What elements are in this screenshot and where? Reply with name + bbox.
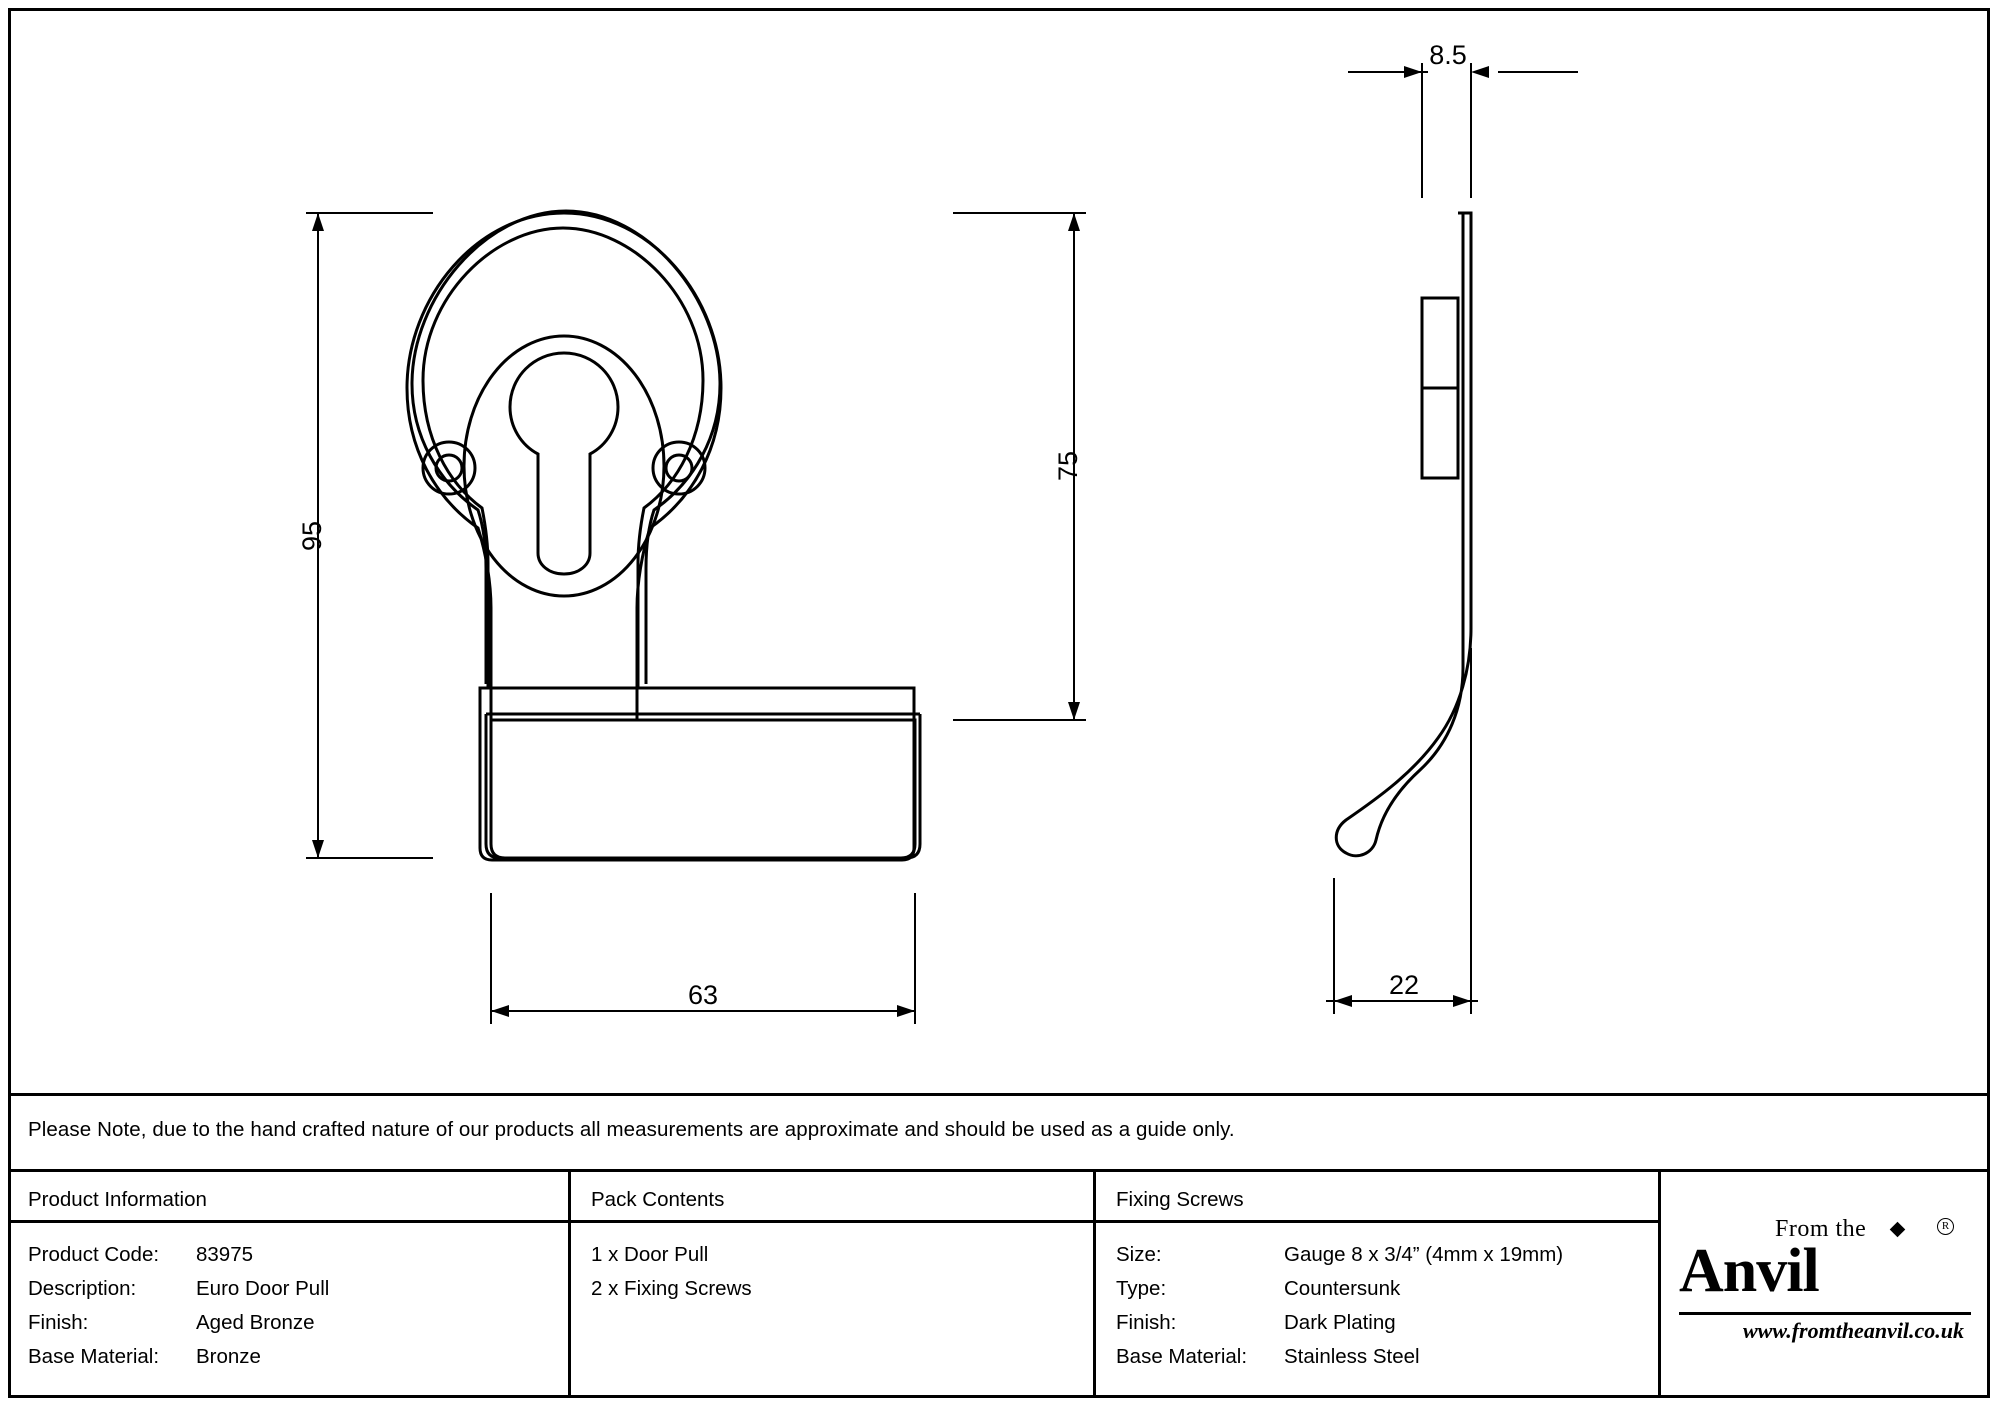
table-row — [28, 1272, 562, 1306]
fixing-screws-heading: Fixing Screws — [1116, 1188, 1244, 1211]
measurement-note-text: Please Note, due to the hand crafted nature of our products all measurements are approximate and should be used as a guide only. — [28, 1118, 1235, 1141]
table-row — [1116, 1306, 1652, 1340]
dim-75-label: 75 — [1053, 450, 1083, 482]
logo-brand-text: Anvil — [1679, 1237, 1819, 1305]
table-row — [28, 1238, 562, 1272]
screw-type-value: Countersunk — [1284, 1277, 1401, 1300]
column-divider — [8, 1220, 568, 1223]
product-code-label: Product Code: — [28, 1243, 160, 1266]
logo-from-the-text: From the — [1775, 1216, 1867, 1242]
dim-22-label: 22 — [1388, 970, 1420, 1000]
finish-label: Finish: — [28, 1311, 89, 1334]
dim-63-label: 63 — [687, 980, 719, 1010]
base-material-label: Base Material: — [28, 1345, 160, 1368]
table-row — [1116, 1340, 1652, 1374]
base-material-value: Bronze — [196, 1345, 261, 1368]
description-label: Description: — [28, 1277, 137, 1300]
measurement-note-band — [8, 1093, 1990, 1169]
screw-base-material-value: Stainless Steel — [1284, 1345, 1420, 1368]
product-information-heading: Product Information — [28, 1188, 207, 1211]
screw-base-material-label: Base Material: — [1116, 1345, 1248, 1368]
product-information-column — [8, 1172, 571, 1398]
product-drawing-area — [8, 8, 1990, 1093]
screw-size-label: Size: — [1116, 1243, 1162, 1266]
fixing-screws-column — [1096, 1172, 1661, 1398]
table-row — [28, 1340, 562, 1374]
table-row — [1116, 1272, 1652, 1306]
pack-contents-heading: Pack Contents — [591, 1188, 725, 1211]
screw-finish-value: Dark Plating — [1284, 1311, 1396, 1334]
brand-logo — [1661, 1172, 1990, 1398]
table-row — [1116, 1238, 1652, 1272]
column-divider — [1096, 1220, 1658, 1223]
brand-logo-column — [1661, 1172, 1990, 1398]
description-value: Euro Door Pull — [196, 1277, 330, 1300]
dim-8-5-label: 8.5 — [1429, 40, 1467, 70]
list-item: 1 x Door Pull — [591, 1243, 709, 1266]
product-code-value: 83975 — [196, 1243, 254, 1266]
logo-underline — [1679, 1312, 1971, 1315]
column-divider — [571, 1220, 1093, 1223]
dim-95-label: 95 — [297, 520, 327, 552]
finish-value: Aged Bronze — [196, 1311, 315, 1334]
logo-website-url: www.fromtheanvil.co.uk — [1743, 1318, 1965, 1343]
diamond-icon — [1890, 1222, 1906, 1238]
registered-trademark-icon: R — [1937, 1214, 1954, 1235]
screw-size-value: Gauge 8 x 3/4” (4mm x 19mm) — [1284, 1243, 1564, 1266]
screw-type-label: Type: — [1116, 1277, 1167, 1300]
list-item: 2 x Fixing Screws — [591, 1277, 752, 1300]
product-info-table — [8, 1169, 1990, 1398]
table-row — [28, 1306, 562, 1340]
pack-contents-column — [571, 1172, 1096, 1398]
screw-finish-label: Finish: — [1116, 1311, 1177, 1334]
